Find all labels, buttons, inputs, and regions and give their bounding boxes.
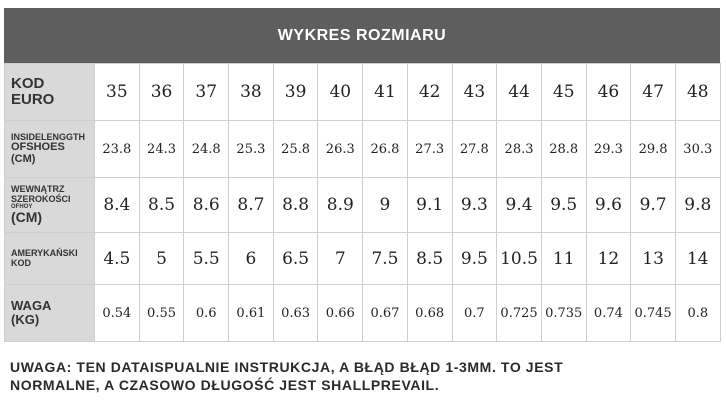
- row-label-line: AMERYKAŃSKI: [11, 248, 78, 259]
- table-cell: 48: [675, 64, 720, 121]
- table-cell: 40: [318, 64, 363, 121]
- table-cell: 9.1: [407, 178, 452, 233]
- row-label-line: OFHOY: [11, 203, 33, 210]
- row-label: [5, 178, 95, 233]
- row-label-line: (CM): [11, 209, 43, 226]
- table-cell: 10.5: [497, 233, 542, 285]
- table-cell: 4.5: [95, 233, 140, 285]
- table-row: [5, 233, 721, 285]
- table-cell: 23.8: [95, 121, 140, 178]
- table-cell: 29.8: [631, 121, 676, 178]
- row-label: [5, 285, 95, 342]
- table-cell: 26.8: [363, 121, 408, 178]
- table-cell: 7.5: [363, 233, 408, 285]
- row-label: [5, 64, 95, 121]
- table-cell: 9.3: [452, 178, 497, 233]
- table-cell: 36: [139, 64, 184, 121]
- table-cell: 0.66: [318, 285, 363, 342]
- table-cell: 28.3: [497, 121, 542, 178]
- table-cell: 0.7: [452, 285, 497, 342]
- table-cell: 8.7: [229, 178, 274, 233]
- table-cell: 9.8: [675, 178, 720, 233]
- table-cell: 8.9: [318, 178, 363, 233]
- table-cell: 7: [318, 233, 363, 285]
- table-cell: 0.67: [363, 285, 408, 342]
- chart-title: WYKRES ROZMIARU: [4, 8, 720, 63]
- table-cell: 38: [229, 64, 274, 121]
- table-row: [5, 178, 721, 233]
- row-label-line: WAGA: [11, 298, 52, 314]
- table-cell: 26.3: [318, 121, 363, 178]
- table-cell: 5.5: [184, 233, 229, 285]
- note-line-2: NORMALNE, A CZASOWO DŁUGOŚĆ JEST SHALLPREVAIL.: [10, 377, 440, 393]
- table-cell: 0.54: [95, 285, 140, 342]
- table-cell: 9.7: [631, 178, 676, 233]
- table-cell: 9.5: [541, 178, 586, 233]
- table-cell: 6: [229, 233, 274, 285]
- table-cell: 8.5: [139, 178, 184, 233]
- table-cell: 9.4: [497, 178, 542, 233]
- table-cell: 45: [541, 64, 586, 121]
- table-cell: 27.8: [452, 121, 497, 178]
- table-cell: 35: [95, 64, 140, 121]
- table-cell: 8.6: [184, 178, 229, 233]
- table-row: [5, 285, 721, 342]
- table-cell: 13: [631, 233, 676, 285]
- row-label-line: (KG): [11, 312, 40, 327]
- table-cell: 0.68: [407, 285, 452, 342]
- table-cell: 0.745: [631, 285, 676, 342]
- row-label-line: EURO: [11, 91, 55, 108]
- table-cell: 8.8: [273, 178, 318, 233]
- row-label-line: KOD: [11, 75, 45, 93]
- row-label-line: INSIDELENGGTH: [11, 131, 86, 142]
- row-label-line: KOD: [11, 257, 31, 268]
- table-cell: 25.3: [229, 121, 274, 178]
- table-cell: 42: [407, 64, 452, 121]
- table-cell: 0.735: [541, 285, 586, 342]
- table-cell: 12: [586, 233, 631, 285]
- table-cell: 39: [273, 64, 318, 121]
- table-cell: 28.8: [541, 121, 586, 178]
- table-cell: 25.8: [273, 121, 318, 178]
- row-label-line: OFSHOES: [11, 141, 65, 154]
- table-cell: 9.6: [586, 178, 631, 233]
- table-cell: 47: [631, 64, 676, 121]
- table-cell: 46: [586, 64, 631, 121]
- table-cell: 0.725: [497, 285, 542, 342]
- table-cell: 0.6: [184, 285, 229, 342]
- table-cell: 43: [452, 64, 497, 121]
- table-cell: 0.61: [229, 285, 274, 342]
- note-line-1: UWAGA: TEN DATAISPUALNIE INSTRUKCJA, A BŁĄD BŁĄD 1-3MM. TO JEST: [10, 359, 564, 375]
- row-label-line: (CM): [11, 152, 36, 165]
- table-cell: 41: [363, 64, 408, 121]
- table-cell: 44: [497, 64, 542, 121]
- row-label-line: WEWNĄTRZ SZEROKOŚCI: [11, 184, 71, 204]
- table-cell: 0.55: [139, 285, 184, 342]
- table-cell: 8.5: [407, 233, 452, 285]
- table-row: [5, 64, 721, 121]
- table-cell: 27.3: [407, 121, 452, 178]
- table-row: [5, 121, 721, 178]
- table-cell: 9.5: [452, 233, 497, 285]
- table-cell: 14: [675, 233, 720, 285]
- table-cell: 30.3: [675, 121, 720, 178]
- table-cell: 8.4: [95, 178, 140, 233]
- table-cell: 5: [139, 233, 184, 285]
- table-cell: 6.5: [273, 233, 318, 285]
- size-table: [4, 63, 721, 342]
- table-cell: 0.8: [675, 285, 720, 342]
- table-cell: 0.63: [273, 285, 318, 342]
- table-cell: 24.3: [139, 121, 184, 178]
- table-cell: 0.74: [586, 285, 631, 342]
- size-chart: [4, 8, 720, 342]
- row-label: [5, 233, 95, 285]
- table-cell: 24.8: [184, 121, 229, 178]
- table-cell: 11: [541, 233, 586, 285]
- table-cell: 37: [184, 64, 229, 121]
- table-cell: 29.3: [586, 121, 631, 178]
- table-cell: 9: [363, 178, 408, 233]
- note-text: [10, 358, 710, 394]
- row-label: [5, 121, 95, 178]
